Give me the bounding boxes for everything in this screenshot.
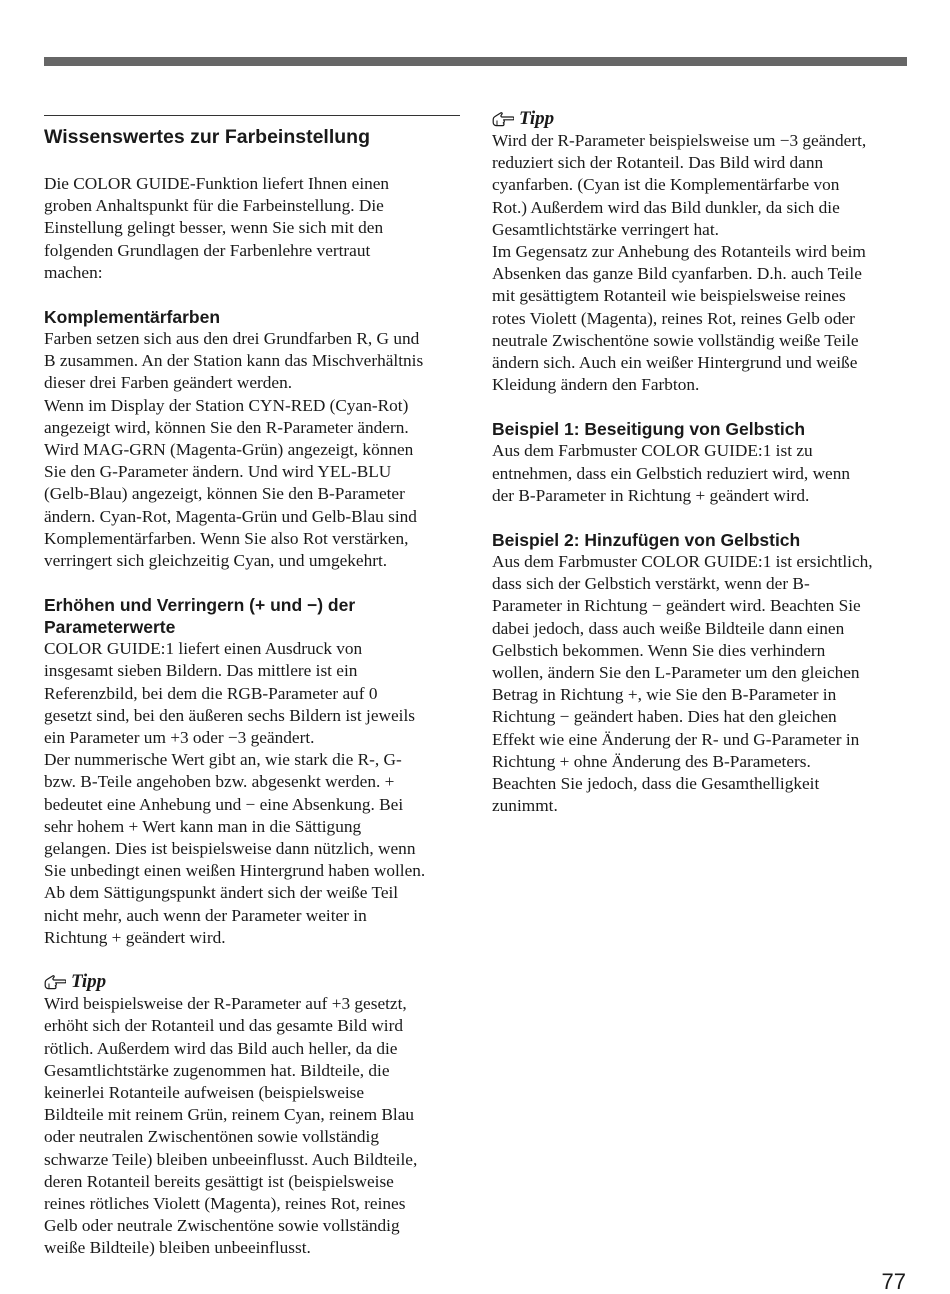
text-line: Betrag in Richtung +, wie Sie den B-Parameter in bbox=[492, 685, 837, 705]
text-line: Gesamtlichtstärke verringert hat. bbox=[492, 219, 719, 239]
text-line: rötlich. Außerdem wird das Bild auch heller, da die bbox=[44, 1038, 398, 1058]
section-title: Wissenswertes zur Farbeinstellung bbox=[44, 126, 370, 148]
text-line: gelangen. Dies ist beispielsweise dann nützlich, wenn bbox=[44, 839, 416, 859]
text-line: Kleidung ändern den Farbton. bbox=[492, 375, 700, 395]
komplementaerfarben-heading: Komplementärfarben bbox=[44, 307, 221, 328]
pointing-hand-icon bbox=[492, 111, 514, 127]
heading-line: Parameterwerte bbox=[44, 617, 176, 638]
text-line: Einstellung gelingt besser, wenn Sie sich mit den bbox=[44, 218, 384, 238]
text-line: zunimmt. bbox=[492, 796, 558, 816]
text-line: Referenzbild, bei dem die RGB-Parameter auf 0 bbox=[44, 683, 378, 703]
tipp-heading bbox=[44, 971, 460, 993]
komplementaerfarben-paragraph bbox=[44, 328, 460, 572]
text-line: Effekt wie eine Änderung der R- und G-Parameter in bbox=[492, 729, 860, 749]
text-line: Der nummerische Wert gibt an, wie stark die R-, G- bbox=[44, 750, 402, 770]
text-line: reines rötliches Violett (Magenta), reines Rot, reines bbox=[44, 1193, 406, 1213]
tipp-paragraph bbox=[492, 130, 912, 396]
text-line: Sie unbedingt einen weißen Hintergrund haben wollen. bbox=[44, 861, 426, 881]
text-line: Im Gegensatz zur Anhebung des Rotanteils wird beim bbox=[492, 242, 866, 262]
beispiel-1-paragraph bbox=[492, 440, 912, 507]
text-line: Richtung + geändert wird. bbox=[44, 927, 226, 947]
text-line: (Gelb-Blau) angezeigt, können Sie den B-Parameter bbox=[44, 484, 405, 504]
text-line: reduziert sich der Rotanteil. Das Bild wird dann bbox=[492, 153, 824, 173]
text-line: nicht mehr, auch wenn der Parameter weiter in bbox=[44, 905, 367, 925]
text-line: oder neutralen Zwischentönen sowie vollständig bbox=[44, 1127, 379, 1147]
parameterwerte-paragraph bbox=[44, 638, 460, 949]
text-line: B zusammen. An der Station kann das Mischverhältnis bbox=[44, 351, 424, 371]
text-line: bedeutet eine Anhebung und − eine Absenkung. Bei bbox=[44, 794, 404, 814]
text-line: Gesamtlichtstärke zugenommen hat. Bildteile, die bbox=[44, 1060, 390, 1080]
text-line: sehr hohem + Wert kann man in die Sättigung bbox=[44, 816, 362, 836]
text-line: schwarze Teile) bleiben unbeeinflusst. Auch Bildteile, bbox=[44, 1149, 418, 1169]
text-line: Gelbstich bekommen. Wenn Sie dies verhindern bbox=[492, 640, 826, 660]
text-line: Wird MAG-GRN (Magenta-Grün) angezeigt, können bbox=[44, 440, 414, 460]
text-line: Absenken das ganze Bild cyanfarben. D.h. auch Teile bbox=[492, 264, 862, 284]
text-line: wollen, ändern Sie den L-Parameter um den gleichen bbox=[492, 663, 860, 683]
text-line: ändern sich. Auch ein weißer Hintergrund und weiße bbox=[492, 353, 858, 373]
text-line: machen: bbox=[44, 262, 103, 282]
parameterwerte-heading bbox=[44, 594, 460, 638]
tipp-paragraph bbox=[44, 993, 460, 1259]
text-line: angezeigt wird, können Sie den R-Parameter ändern. bbox=[44, 417, 409, 437]
text-line: Ab dem Sättigungspunkt ändert sich der weiße Teil bbox=[44, 883, 399, 903]
text-line: bzw. B-Teile angehoben bzw. abgesenkt werden. + bbox=[44, 772, 395, 792]
text-line: keinerlei Rotanteile aufweisen (beispielsweise bbox=[44, 1082, 365, 1102]
text-line: der B-Parameter in Richtung + geändert wird. bbox=[492, 485, 810, 505]
text-line: erhöht sich der Rotanteil und das gesamte Bild wird bbox=[44, 1016, 403, 1036]
text-line: Richtung − geändert haben. Dies hat den gleichen bbox=[492, 707, 837, 727]
intro-paragraph bbox=[44, 173, 460, 284]
text-line: deren Rotanteil bereits gesättigt ist (beispielsweise bbox=[44, 1171, 394, 1191]
text-line: Sie den G-Parameter ändern. Und wird YEL-BLU bbox=[44, 462, 392, 482]
beispiel-2-paragraph bbox=[492, 551, 912, 817]
text-line: ein Parameter um +3 oder −3 geändert. bbox=[44, 728, 315, 748]
right-column bbox=[492, 108, 912, 817]
pointing-hand-icon bbox=[44, 974, 66, 990]
text-line: Bildteile mit reinem Grün, reinem Cyan, reinem Blau bbox=[44, 1105, 415, 1125]
text-line: dabei jedoch, dass auch weiße Bildteile dann einen bbox=[492, 618, 845, 638]
text-line: cyanfarben. (Cyan ist die Komplementärfarbe von bbox=[492, 175, 840, 195]
text-line: Wird der R-Parameter beispielsweise um −3 geändert, bbox=[492, 131, 867, 150]
beispiel-2-heading: Beispiel 2: Hinzufügen von Gelbstich bbox=[492, 530, 801, 551]
tipp-heading bbox=[492, 108, 912, 130]
text-line: Aus dem Farbmuster COLOR GUIDE:1 ist zu bbox=[492, 441, 813, 461]
text-line: dieser drei Farben geändert werden. bbox=[44, 373, 293, 393]
heading-line: Erhöhen und Verringern (+ und −) der bbox=[44, 595, 356, 616]
page-number: 77 bbox=[881, 1269, 906, 1294]
text-line: Die COLOR GUIDE-Funktion liefert Ihnen einen bbox=[44, 174, 390, 193]
text-line: Aus dem Farbmuster COLOR GUIDE:1 ist ersichtlich, bbox=[492, 552, 873, 572]
text-line: Parameter in Richtung − geändert wird. Beachten Sie bbox=[492, 596, 861, 616]
text-line: dass sich der Gelbstich verstärkt, wenn der B- bbox=[492, 574, 810, 594]
left-column bbox=[44, 108, 460, 1260]
text-line: mit gesättigtem Rotanteil wie beispielsweise reines bbox=[492, 286, 846, 306]
text-line: rotes Violett (Magenta), reines Rot, reines Gelb oder bbox=[492, 308, 855, 328]
text-line: Farben setzen sich aus den drei Grundfarben R, G und bbox=[44, 329, 420, 349]
text-line: entnehmen, dass ein Gelbstich reduziert wird, wenn bbox=[492, 463, 850, 483]
header-bar bbox=[44, 57, 907, 66]
text-line: ändern. Cyan-Rot, Magenta-Grün und Gelb-Blau sind bbox=[44, 506, 417, 526]
text-line: gesetzt sind, bei den äußeren sechs Bildern ist jeweils bbox=[44, 705, 415, 725]
beispiel-1-heading: Beispiel 1: Beseitigung von Gelbstich bbox=[492, 419, 806, 440]
section-rule bbox=[44, 115, 460, 116]
text-line: insgesamt sieben Bildern. Das mittlere ist ein bbox=[44, 661, 358, 681]
text-line: Wenn im Display der Station CYN-RED (Cyan-Rot) bbox=[44, 395, 409, 415]
text-line: folgenden Grundlagen der Farbenlehre vertraut bbox=[44, 240, 371, 260]
text-line: Richtung + ohne Änderung des B-Parameters. bbox=[492, 751, 811, 771]
tipp-label: Tipp bbox=[519, 108, 555, 129]
text-line: groben Anhaltspunkt für die Farbeinstellung. Die bbox=[44, 196, 384, 216]
text-line: neutrale Zwischentöne sowie vollständig weiße Teile bbox=[492, 330, 859, 350]
text-line: Beachten Sie jedoch, dass die Gesamthelligkeit bbox=[492, 774, 820, 794]
text-line: Rot.) Außerdem wird das Bild dunkler, da sich die bbox=[492, 197, 840, 217]
tipp-label: Tipp bbox=[71, 971, 107, 993]
text-line: COLOR GUIDE:1 liefert einen Ausdruck von bbox=[44, 639, 363, 659]
text-line: Gelb oder neutrale Zwischentöne sowie vollständig bbox=[44, 1216, 400, 1236]
text-line: Wird beispielsweise der R-Parameter auf +3 gesetzt, bbox=[44, 994, 407, 1014]
text-line: Komplementärfarben. Wenn Sie also Rot verstärken, bbox=[44, 528, 409, 548]
text-line: weiße Bildteile) bleiben unbeeinflusst. bbox=[44, 1238, 311, 1258]
text-line: verringert sich gleichzeitig Cyan, und umgekehrt. bbox=[44, 551, 388, 571]
